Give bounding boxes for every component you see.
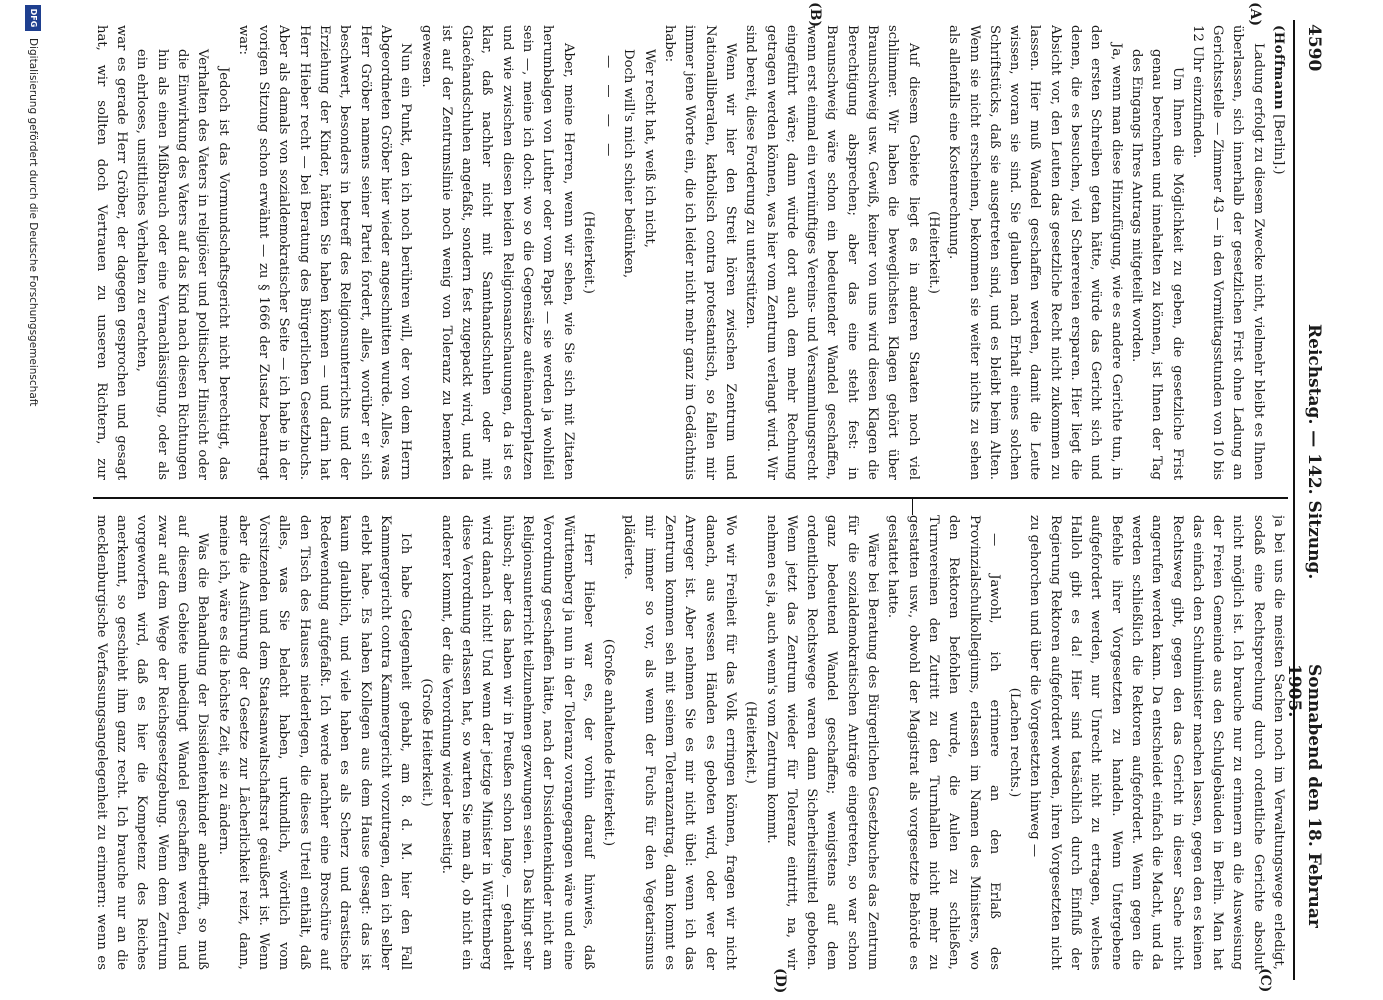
column-divider bbox=[93, 497, 1288, 499]
paragraph: — — — — bbox=[601, 55, 617, 163]
page-number: 4590 bbox=[1304, 24, 1324, 72]
paragraph: Um Ihnen die Möglichkeit zu geben, die gesetzliche Frist genau berechnen und innehalten zu können, ist Ihnen der Tag des Eingangs Ihres Antrags mitgeteilt worden. bbox=[1128, 49, 1185, 480]
stage-direction: (Lachen rechts.) bbox=[1007, 687, 1023, 798]
digitization-credit: Digitalisierung gefördert durch die Deutsche Forschungsgemeinschaft bbox=[27, 38, 39, 407]
speaker-affiliation: [Berlin].) bbox=[1271, 110, 1286, 175]
paragraph: Wer recht hat, weiß ich nicht, bbox=[641, 49, 657, 248]
digitization-footer bbox=[13, 0, 43, 1000]
stage-direction: (Große anhaltende Heiterkeit.) bbox=[601, 638, 617, 847]
stage-direction: (Heiterkeit.) bbox=[925, 211, 941, 294]
page-header bbox=[1284, 24, 1328, 978]
session-date: Sonnabend den 18. Februar 1905. bbox=[1284, 664, 1324, 928]
paragraph: Wo wir Freiheit für das Volk erringen können, fragen wir nicht danach, aus wessen Händen es geboten wird, oder wer der Anreger ist. Aber nehmen Sie es mir nicht übel: wenn ich das Zentrum kommen seh mit seinem Toleranzantrag, dann kommt es mir immer so vor, als wenn der Fuchs für den Vegetarismus plädierte. bbox=[621, 515, 738, 970]
margin-mark-c: (C) bbox=[1257, 968, 1273, 993]
dfg-logo: DFG bbox=[25, 5, 41, 31]
stage-direction: (Heiterkeit.) bbox=[580, 211, 596, 294]
paragraph: — Jawohl, ich erinnere an den Erlaß des Provinzialschulkollegiums, erlassen im Namen des Ministers, wo den Rektoren befohlen wurde, die Aulen zu schließen, Turnvereinen den Zutritt zu den Turnhallen nicht mehr zu gestatten usw., obwohl der Magistrat als vorgesetzte Behörde es gestattet hatte. bbox=[885, 515, 1002, 970]
margin-mark-a: (A) bbox=[1247, 2, 1263, 27]
paragraph: Was die Behandlung der Dissidentenkinder anbetrifft, so muß auf diesem Gebiete unbedingt Wandel geschaffen werden, und zwar auf dem Wege der Reichsgesetzgebung. Wenn dem Zentrum vorgeworfen wird, daß es hier die Kompetenz des Reiches anerkennt, so geschieht ihm ganz recht. Ich brauche nur an die mecklenburgische Verfassungsangelegenheit zu erinnern: wenn es bbox=[93, 515, 211, 970]
paragraph: Auf diesem Gebiete liegt es in anderen Staaten noch viel schlimmer. Wir haben die beweglichsten Klagen gehört über Braunschweig usw. Gewiß, keiner von uns wird diesen Klagen die Berechtigung absprechen; aber das eine steht fest: in Braunschweig wäre schon ein bedeutender Wandel geschaffen, wenn erst einmal ein vernünftiges Vereins- und Versammlungsrecht eingeführt wäre; dann würde dort auch dem mehr Rechnung getragen werden können, was hier vom Zentrum verlangt wird. Wir sind bereit, diese Forderung zu unterstützen. bbox=[743, 25, 921, 480]
column-divider-tick bbox=[912, 497, 913, 515]
paragraph: Wenn wir hier den Streit hören zwischen Zentrum und Nationalliberalen, katholisch contra protestantisch, so fallen mir immer jene Worte ein, die ich leider nicht mehr ganz im Gedächtnis habe: bbox=[662, 25, 738, 480]
paragraph: Nun ein Punkt, den ich noch berühren will, der von dem Herrn Abgeordneten Gröber hier wieder angeschnitten wurde. Alles, was Herr Gröber namens seiner Partei fordert, alles, worüber er sich beschwert, besonders in betreff des Religionsunterrichts und der Erziehung der Kinder, hätten Sie haben können — und darin hat Herr Hieber recht — bei Beratung des Bürgerlichen Gesetzbuchs. Aber als damals von sozialdemokratischer Seite — ich habe in der vorigen Sitzung schon erwähnt — zu § 1666 der Zusatz beantragt war: bbox=[235, 25, 414, 480]
paragraph: ja bei uns die meisten Sachen noch im Verwaltungswege erledigt, sodaß eine Rechtsprechung durch ordentliche Gerichte absolut nicht möglich ist. Ich brauche nur zu erinnern an die Ausweisung der Freien Gemeinde aus den Schulgebäuden in Berlin. Man hat das einfach den Schulminister machen lassen, gegen den es keinen Rechtsweg gibt, gegen den das Gericht in dieser Sache nicht angerufen werden kann. Da entscheidet einfach die Macht, und da werden schließlich die Rektoren aufgefordert. Wenn gegen die Befehle ihrer Vorgesetzten zu handeln. Wenn Untergebene aufgefordert werden, nur Unrecht nicht zu ertragen, welches Halloh gibt es da! Hier sind tatsächlich durch Einfluß der Regierung Rektoren aufgefordert worden, ihren Vorgesetzten nicht zu gehorchen und über die Vorgesetzten hinweg — bbox=[1027, 515, 1286, 970]
left-column bbox=[93, 25, 1288, 480]
header-rule bbox=[1293, 20, 1295, 980]
paragraph: Aber, meine Herren, wenn wir sehen, wie Sie sich mit Zitaten herumbalgen von Luther oder vom Papst — sie werden ja wohlfeil sein —, meine ich doch: wo so die Gegensätze aufeinanderplatzen und wie zwischen diesen beiden Religionsanschauungen, da ist es klar, daß nachher nicht mit Samthandschuhen oder mit Glacéhandschuhen angefaßt, sondern fest zugepackt wird, und da ist auf der Zentrumslinie noch wenig von Toleranz zu bemerken gewesen. bbox=[418, 25, 576, 480]
paragraph: Herr Hieber war es, der vorhin darauf hinwies, daß Württemberg ja nun in der Toleranz vorangegangen wäre und eine Verordnung geschaffen hätte, nach der Dissidentenkinder nicht am Religionsunterricht teilzunehmen gezwungen seien. Das klingt sehr hübsch; aber das haben wir in Preußen schon lange, — gehandelt wird danach nicht! Und wenn der jetzige Minister in Württemberg diese Verordnung erlassen hat, so warten Sie man ab, ob nicht ein anderer kommt, der die Verordnung wieder beseitigt. bbox=[438, 515, 596, 970]
paragraph: Wäre bei Beratung des Bürgerlichen Gesetzbuches das Zentrum für die sozialdemokratischen Anträge eingetreten, so war schon ganz bedeutend Wandel geschaffen; wenigstens auf dem ordentlichen Rechtswege waren dann Sicherheitsmittel geboten. Wenn jetzt das Zentrum wieder für Toleranz eintritt, na, wir nehmen es ja, auch wenn's vom Zentrum kommt. bbox=[763, 515, 881, 970]
speaker-name: (Hoffmann bbox=[1271, 25, 1286, 111]
margin-mark-d: (D) bbox=[772, 968, 788, 994]
stage-direction: (Große Heiterkeit.) bbox=[418, 678, 434, 807]
stage-direction: (Heiterkeit.) bbox=[743, 701, 759, 784]
right-column bbox=[93, 515, 1288, 970]
paragraph: Ladung erfolgt zu diesem Zwecke nicht, vielmehr bleibt es Ihnen überlassen, sich innerhalb der gesetzlichen Frist ohne Ladung an Gerichtsstelle — Zimmer 43 — in den Vormittagsstunden von 10 bis 12 Uhr einzufinden. bbox=[1189, 25, 1266, 480]
paragraph bbox=[1268, 25, 1288, 480]
paragraph: Doch will's mich schier bedünken, bbox=[621, 49, 637, 279]
margin-mark-b: (B) bbox=[807, 2, 823, 28]
paragraph: Ich habe Gelegenheit gehabt, am 8. d. M. hier den Fall Kammergericht contra Kammergericht vorzutragen, den ich selber erlebt habe. Es haben Kollegen aus dem Hause gesagt: das ist kaum glaublich, und viele haben es als Scherz und drastische Redewendung aufgefaßt. Ich werde nachher eine Broschüre auf den Tisch des Hauses niederlegen, die dieses Urteil enthält, daß alles, was Sie belacht haben, urkundlich, wörtlich vom Vorsitzenden und dem Staatsanwaltschaftsrat geäußert ist. Wenn aber die Ausführung der Gesetze zur Lächerlichkeit reizt, dann, meine ich, wäre es die höchste Zeit, sie zu ändern. bbox=[215, 515, 414, 970]
session-title: Reichstag. — 142. Sitzung. bbox=[1304, 324, 1324, 580]
paragraph: war es gerade Herr Gröber, der dagegen gesprochen und gesagt hat, wir sollten doch Vertrauen zu unseren Richtern, zur bbox=[93, 25, 130, 480]
paragraph: Jedoch ist das Vormundschaftsgericht nicht berechtigt, das Verhalten des Vaters in religiöser und politischer Hinsicht oder die Einwirkung des Vaters auf das Kind nach diesen Richtungen hin als einen Mißbrauch oder eine Vernachlässigung, oder als ein ehrloses, unsittliches Verhalten zu erachten, bbox=[134, 49, 231, 480]
paragraph: Ja, wenn man diese Hinzufügung, wie es andere Gerichte tun, in den ersten Schreiben getan hätte, würde das Gericht sich und denen, die es besuchen, viel Scherereien ersparen. Hier liegt die Absicht vor, den Leuten das gesetzliche Recht nicht zukommen zu lassen. Hier muß Wandel geschaffen werden, damit die Leute wissen, woran sie sind. Sie glauben nach Erhalt eines solchen Schriftstücks, daß sie ausgetreten sind, und es bleibt beim Alten. Wenn sie nicht erscheinen, bekommen sie weiter nichts zu sehen als allenfalls eine Kostenrechnung. bbox=[946, 25, 1124, 480]
